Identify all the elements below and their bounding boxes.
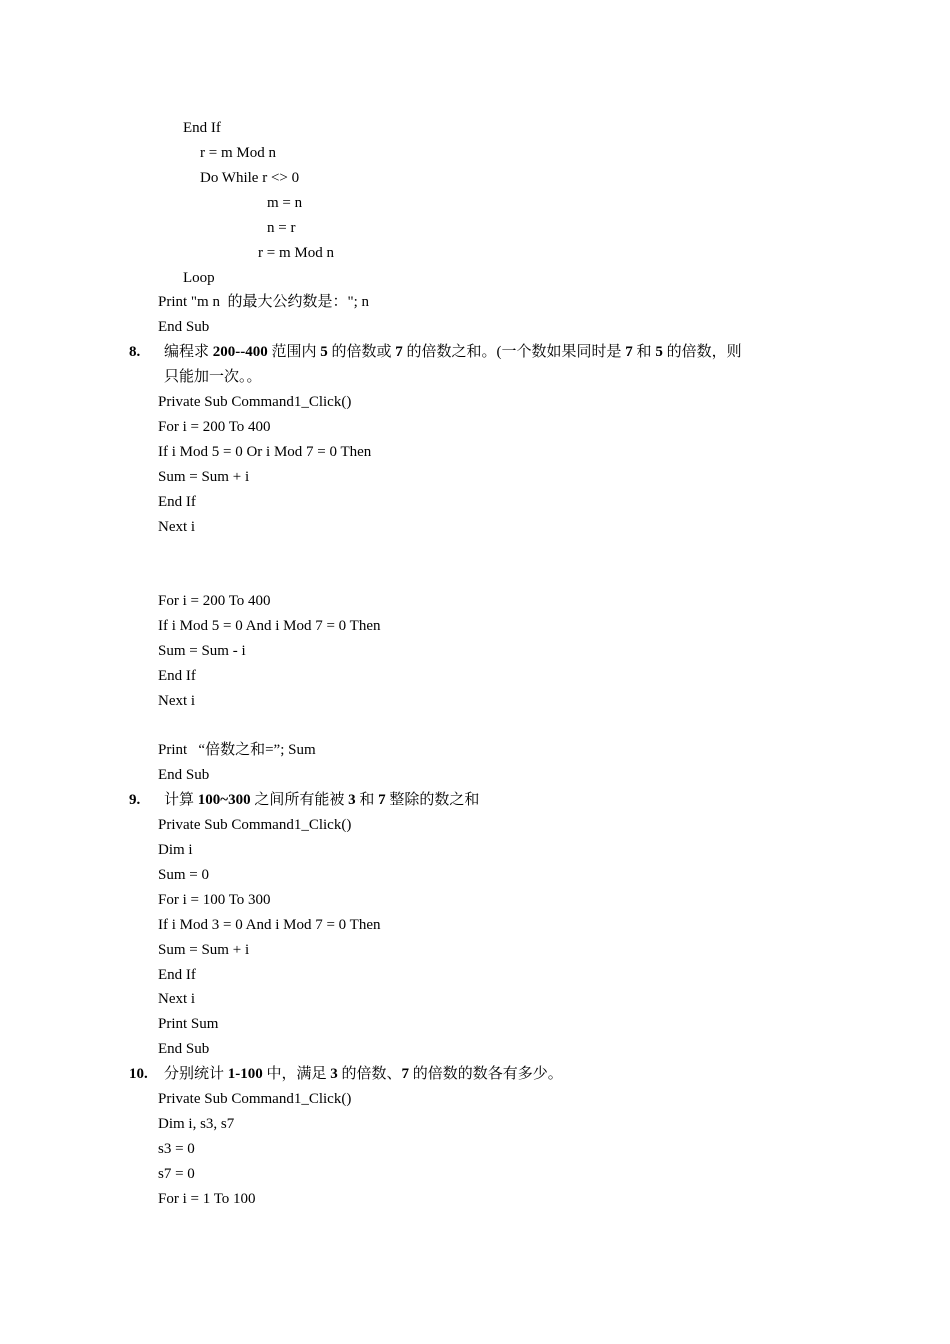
code-line: Print Sum [158,1016,219,1032]
code-line: Sum = Sum + i [158,942,250,958]
code-line: If i Mod 5 = 0 Or i Mod 7 = 0 Then [158,444,372,460]
code-line: End If [158,967,196,983]
code-line: Private Sub Command1_Click() [158,394,352,410]
code-line: End If [183,120,221,136]
code-line: Next i [158,519,196,535]
code-line: Next i [158,991,196,1007]
code-line: Sum = Sum - i [158,643,246,659]
code-line: r = m Mod n [258,245,334,261]
code-line: Private Sub Command1_Click() [158,1091,352,1107]
question-text: 编程求 200--400 范围内 5 的倍数或 7 的倍数之和。(一个数如果同时是 7 和 5 的倍数，则 [164,344,742,360]
code-line: Print "m n 的最大公约数是："; n [158,294,370,310]
code-line: Loop [183,270,215,286]
code-line: If i Mod 3 = 0 And i Mod 7 = 0 Then [158,917,381,933]
code-line: Do While r <> 0 [200,170,300,186]
code-line: If i Mod 5 = 0 And i Mod 7 = 0 Then [158,618,381,634]
code-line: End If [158,668,196,684]
code-line: Sum = 0 [158,867,209,883]
code-line: Private Sub Command1_Click() [158,817,352,833]
code-line: Next i [158,693,196,709]
code-line: For i = 1 To 100 [158,1191,256,1207]
code-line: End Sub [158,1041,210,1057]
code-line: End Sub [158,319,210,335]
question-text-continued: 只能加一次。。 [164,369,262,385]
code-line: End Sub [158,767,210,783]
question-number: 10. [129,1066,148,1082]
question-number: 9. [129,792,141,808]
code-line: m = n [267,195,303,211]
code-line: For i = 200 To 400 [158,593,271,609]
question-text: 分别统计 1-100 中，满足 3 的倍数、7 的倍数的数各有多少。 [164,1066,563,1082]
question-number: 8. [129,344,141,360]
code-line: n = r [267,220,296,236]
code-line: For i = 200 To 400 [158,419,271,435]
code-line: For i = 100 To 300 [158,892,271,908]
code-line: Dim i, s3, s7 [158,1116,235,1132]
code-line: End If [158,494,196,510]
question-text: 计算 100~300 之间所有能被 3 和 7 整除的数之和 [164,792,480,808]
code-line: s3 = 0 [158,1141,195,1157]
code-line: Sum = Sum + i [158,469,250,485]
code-line: r = m Mod n [200,145,276,161]
code-line: s7 = 0 [158,1166,195,1182]
code-line: Dim i [158,842,193,858]
code-line: Print “倍数之和=”; Sum [158,742,316,758]
